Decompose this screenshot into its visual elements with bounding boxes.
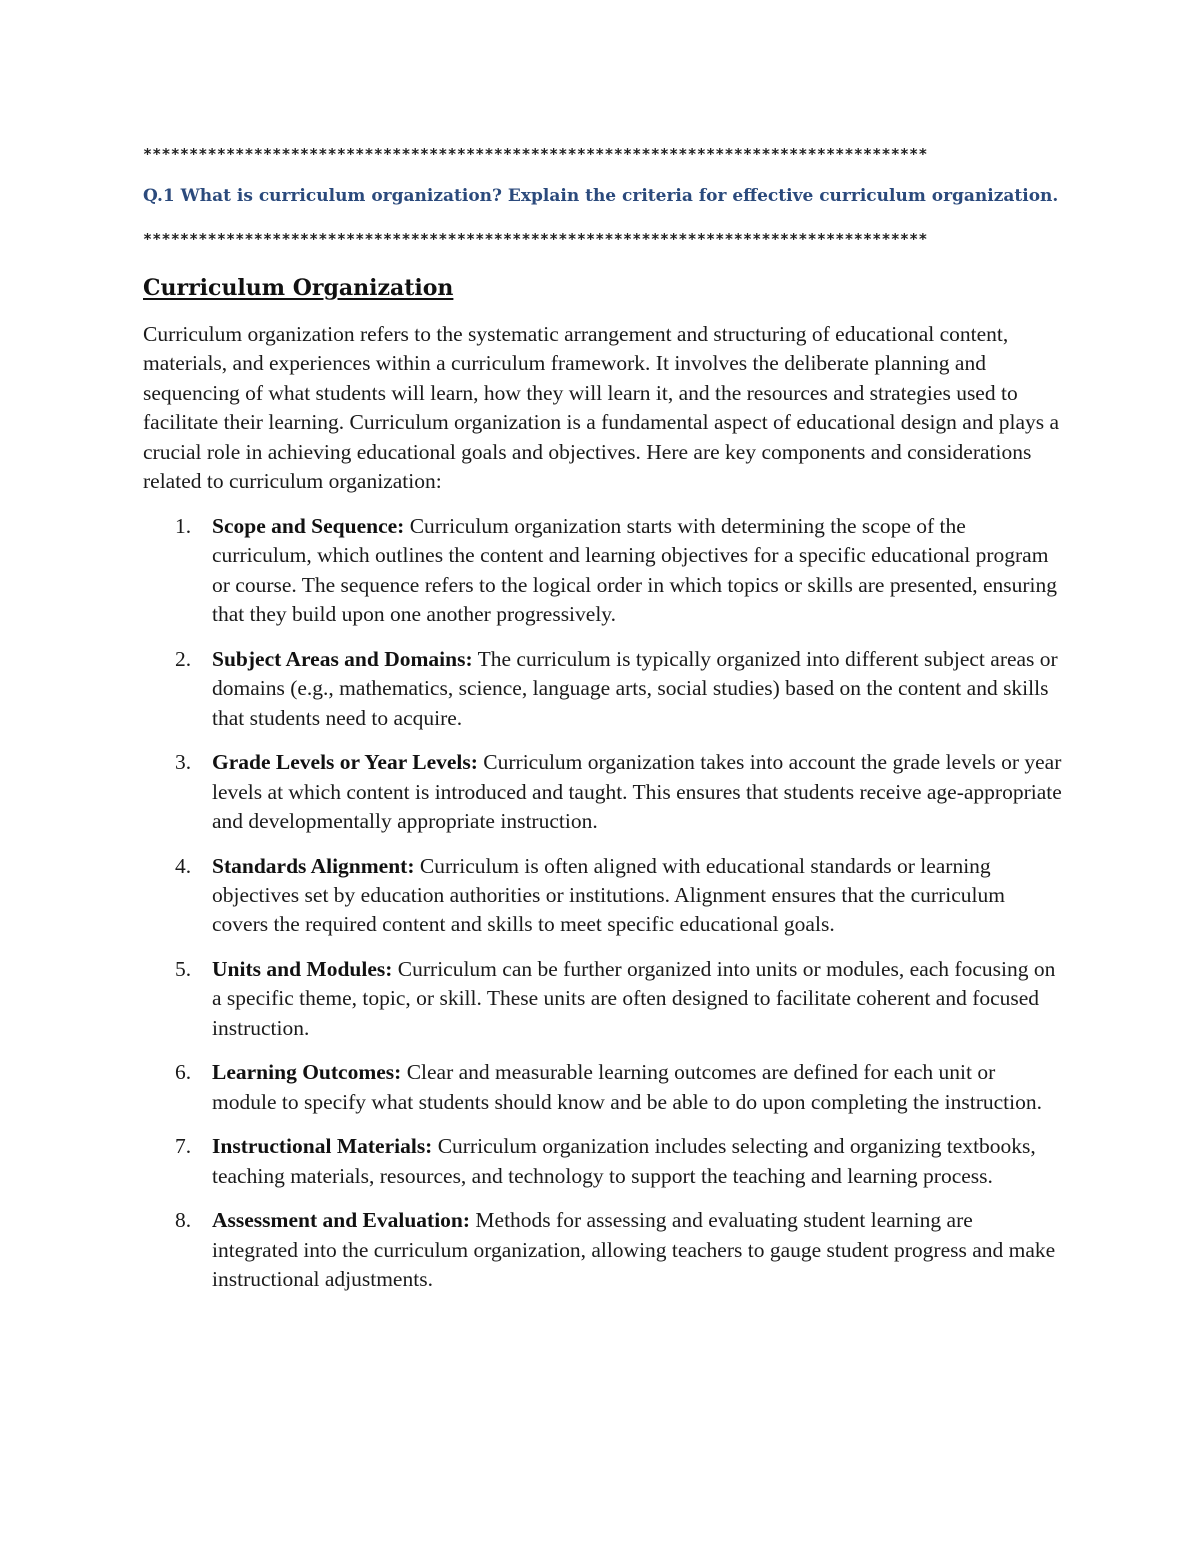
- list-item-term: Subject Areas and Domains:: [212, 646, 473, 671]
- list-item-number: 1.: [175, 514, 192, 538]
- list-item-text: Methods for assessing and evaluating student learning are integrated into the curriculum organization, allowing teachers to gauge student progress and make instructional adjustments.: [212, 1208, 1056, 1292]
- list-item-term: Standards Alignment:: [212, 853, 415, 878]
- separator-bottom: *************************************************************************************: [143, 230, 928, 248]
- list-item-term: Units and Modules:: [212, 957, 393, 982]
- list-item: [143, 955, 1063, 1043]
- list-item: [143, 1206, 1063, 1294]
- list-item-text: Curriculum is often aligned with educational standards or learning objectives set by education authorities or institutions. Alignment ensures that the curriculum covers the required content and skills to meet specific educational goals.: [212, 853, 1005, 937]
- list-item-number: 5.: [175, 957, 192, 982]
- list-item-text: The curriculum is typically organized into different subject areas or domains (e.g., mathematics, science, language arts, social studies) based on the content and skills that students need to acquire.: [212, 646, 1058, 730]
- list-item-number: 7.: [175, 1134, 192, 1159]
- list-item-number: 4.: [175, 853, 192, 878]
- list-item: [143, 1132, 1063, 1191]
- question-heading: Q.1 What is curriculum organization? Explain the criteria for effective curriculum organization.: [143, 186, 1059, 206]
- list-item-number: 2.: [175, 646, 192, 671]
- list-item: [143, 748, 1063, 836]
- list-item-text: Curriculum organization starts with determining the scope of the curriculum, which outlines the content and learning objectives for a specific educational program or course. The sequence refers to the logical order in which topics or skills are presented, ensuring that they build upon one another progressively.: [212, 514, 1057, 627]
- section-title: Curriculum Organization: [143, 275, 454, 301]
- list-item: [143, 852, 1063, 940]
- list-item: [143, 512, 1063, 630]
- list-item-number: 3.: [175, 750, 192, 775]
- list-item-term: Assessment and Evaluation:: [212, 1208, 471, 1233]
- list-item-number: 8.: [175, 1208, 192, 1233]
- separator-top: *************************************************************************************: [143, 145, 928, 163]
- list-item: [143, 645, 1063, 733]
- intro-paragraph: Curriculum organization refers to the systematic arrangement and structuring of educational content, materials, and experiences within a curriculum framework. It involves the deliberate planning and sequencing of what students will learn, how they will learn it, and the resources and strategies used to facilitate their learning. Curriculum organization is a fundamental aspect of educational design and plays a crucial role in achieving educational goals and objectives. Here are key components and considerations related to curriculum organization:: [143, 322, 1060, 494]
- list-item-number: 6.: [175, 1060, 192, 1085]
- list-item-text: Curriculum organization includes selecting and organizing textbooks, teaching materials, resources, and technology to support the teaching and learning process.: [212, 1134, 1036, 1188]
- list-item: [143, 1058, 1063, 1117]
- components-list: [143, 512, 1063, 1310]
- list-item-term: Grade Levels or Year Levels:: [212, 750, 478, 775]
- list-item-term: Scope and Sequence:: [212, 514, 405, 538]
- list-item-text: Curriculum organization takes into account the grade levels or year levels at which content is introduced and taught. This ensures that students receive age-appropriate and developmentally appropriate instruction.: [212, 750, 1062, 834]
- list-item-text: Curriculum can be further organized into units or modules, each focusing on a specific theme, topic, or skill. These units are often designed to facilitate coherent and focused instruction.: [212, 957, 1056, 1040]
- list-item-term: Instructional Materials:: [212, 1134, 433, 1159]
- list-item-text: Clear and measurable learning outcomes are defined for each unit or module to specify what students should know and be able to do upon completing the instruction.: [212, 1060, 1043, 1114]
- list-item-term: Learning Outcomes:: [212, 1060, 402, 1085]
